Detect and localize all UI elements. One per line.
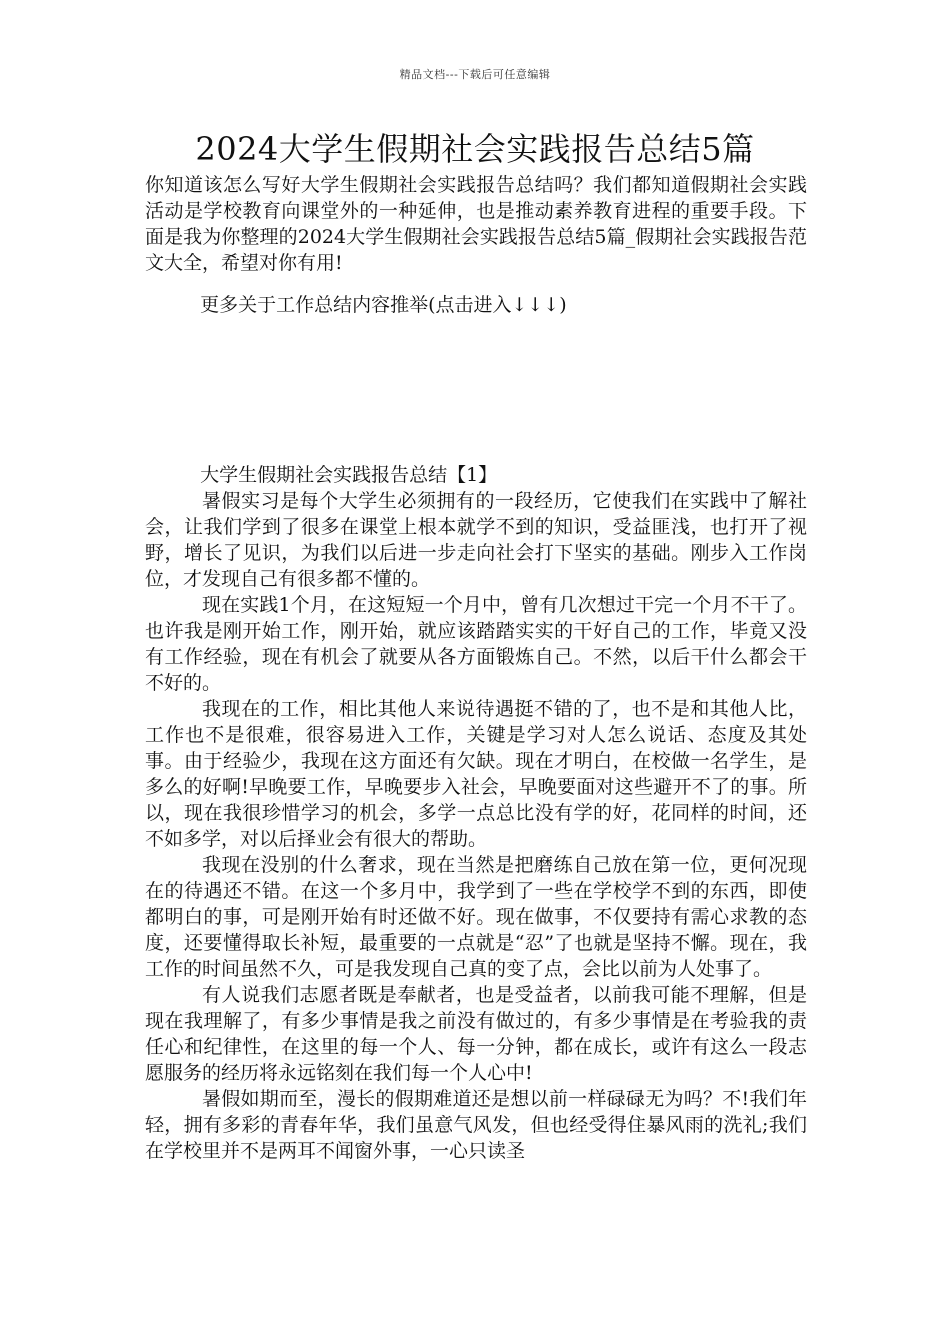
page-header-note: 精品文档---下载后可任意编辑 [399, 68, 551, 81]
body-paragraph: 暑假如期而至，漫长的假期难道还是想以前一样碌碌无为吗？不!我们年轻，拥有多彩的青春年华，我们虽意气风发，但也经受得住暴风雨的洗礼;我们在学校里并不是两耳不闻窗外事，一心只读圣 [145, 1088, 807, 1162]
body-paragraph: 有人说我们志愿者既是奉献者，也是受益者，以前我可能不理解，但是现在我理解了，有多少事情是我之前没有做过的，有多少事情是在考验我的责任心和纪律性，在这里的每一个人、每一分钟，都在成长，或许有这么一段志愿服务的经历将永远铭刻在我们每一个人心中! [145, 984, 807, 1084]
body-paragraph: 我现在的工作，相比其他人来说待遇挺不错的了，也不是和其他人比，工作也不是很难，很容易进入工作，关键是学习对人怎么说话、态度及其处事。由于经验少，我现在这方面还有欠缺。现在才明白，在校做一名学生，是多么的好啊!早晚要工作，早晚要步入社会，早晚要面对这些避开不了的事。所以，现在我很珍惜学习的机会，多学一点总比没有学的好，花同样的时间，还不如多学，对以后择业会有很大的帮助。 [145, 698, 807, 850]
body-paragraph: 现在实践1个月，在这短短一个月中，曾有几次想过干完一个月不干了。也许我是刚开始工作，刚开始，就应该踏踏实实的干好自己的工作，毕竟又没有工作经验，现在有机会了就要从各方面锻炼自己。不然，以后干什么都会干不好的。 [145, 594, 807, 694]
body-paragraph: 我现在没别的什么奢求，现在当然是把磨练自己放在第一位，更何况现在的待遇还不错。在这一个多月中，我学到了一些在学校学不到的东西，即使都明白的事，可是刚开始有时还做不好。现在做事，不仅要持有需心求教的态度，还要懂得取长补短，最重要的一点就是“忍”了也就是坚持不懈。现在，我工作的时间虽然不久，可是我发现自己真的变了点，会比以前为人处事了。 [145, 854, 807, 980]
document-title: 2024大学生假期社会实践报告总结5篇 [195, 130, 755, 168]
document-body [145, 172, 807, 1164]
body-paragraph: 暑假实习是每个大学生必须拥有的一段经历，它使我们在实践中了解社会，让我们学到了很多在课堂上根本就学不到的知识，受益匪浅，也打开了视野，增长了见识，为我们以后进一步走向社会打下坚实的基础。刚步入工作岗位，才发现自己有很多都不懂的。 [145, 490, 807, 590]
intro-paragraph: 你知道该怎么写好大学生假期社会实践报告总结吗？我们都知道假期社会实践活动是学校教育向课堂外的一种延伸，也是推动素养教育进程的重要手段。下面是我为你整理的2024大学生假期社会实践报告总结5篇_假期社会实践报告范文大全，希望对你有用! [145, 174, 807, 274]
more-link[interactable]: 更多关于工作总结内容推举(点击进入↓↓↓) [200, 294, 567, 316]
section-heading: 大学生假期社会实践报告总结【1】 [200, 464, 498, 486]
